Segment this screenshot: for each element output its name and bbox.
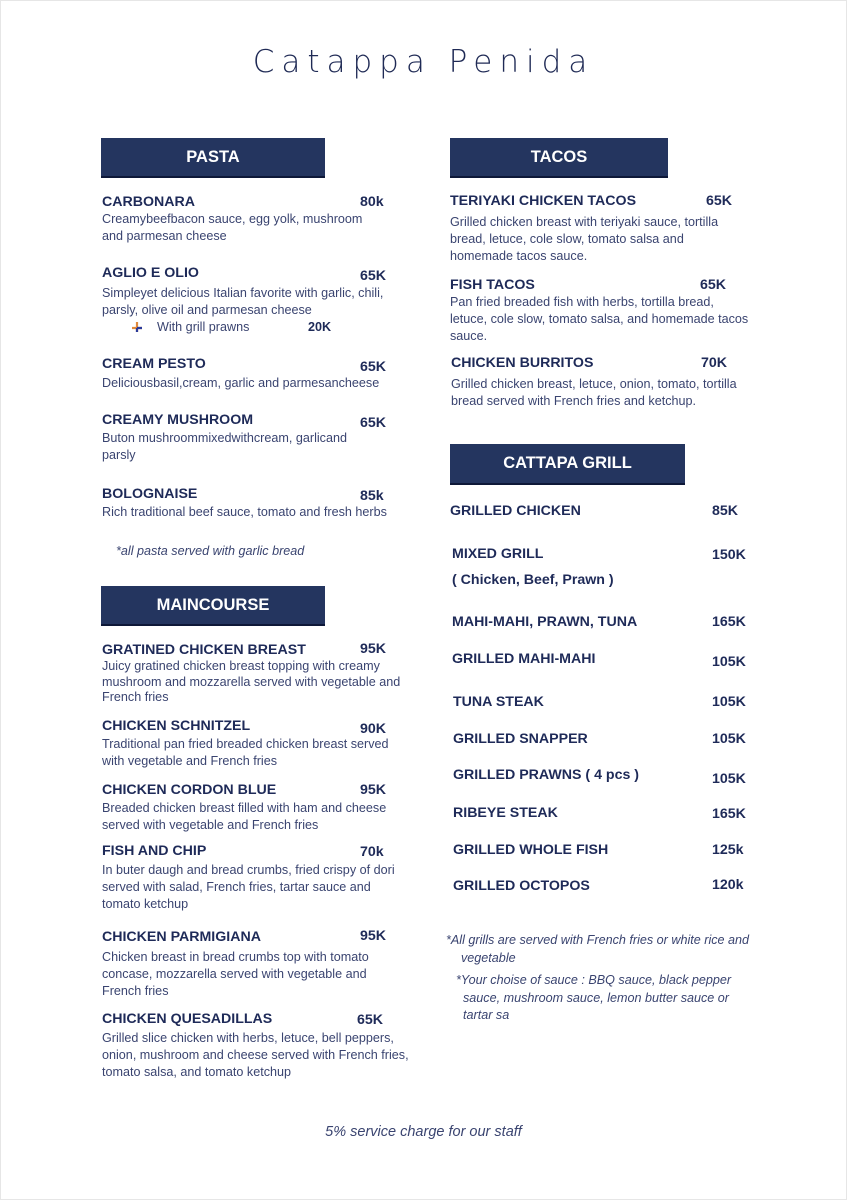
item-name: FISH TACOS [450,277,535,293]
item-price: 65K [357,1012,384,1028]
grill-item-name: GRILLED MAHI-MAHI [452,651,596,667]
item-description: Grilled chicken breast with teriyaki sauce, tortilla bread, letuce, cole slow, tomato salsa and homemade tacos sauce. [450,215,719,264]
item-name: CHICKEN CORDON BLUE [102,782,277,798]
grill-item-price: 105K [712,731,746,747]
grill-note-sauce [456,972,746,1025]
item-price: 70K [701,355,728,371]
item-name: CHICKEN SCHNITZEL [102,718,251,734]
pasta-note: *all pasta served with garlic bread [116,544,305,558]
item-description: Traditional pan fried breaded chicken breast served with vegetable and French fries [102,737,389,769]
grill-item-subtitle: ( Chicken, Beef, Prawn ) [452,572,614,588]
item-price: 85k [360,488,384,504]
item-name: FISH AND CHIP [102,843,207,859]
item-price: 65K [706,193,733,209]
item-price: 65K [360,415,387,431]
item-description: Breaded chicken breast filled with ham and cheese served with vegetable and French fries [102,801,387,833]
item-name: CHICKEN PARMIGIANA [102,929,261,945]
item-description: Rich traditional beef sauce, tomato and fresh herbs [102,505,387,519]
addon-price: 20K [308,320,332,334]
item-description: Deliciousbasil,cream, garlic and parmesancheese [102,376,380,390]
grill-item-price: 105K [712,771,746,787]
item-name: AGLIO E OLIO [102,265,199,281]
section-header-cattapa-grill: CATTAPA GRILL [450,444,685,483]
item-name: GRATINED CHICKEN BREAST [102,642,306,658]
grill-item-price: 105K [712,654,746,670]
addon-label: With grill prawns [157,320,250,334]
item-description: Buton mushroommixedwithcream, garlicand parsly [102,431,347,463]
item-description: Grilled slice chicken with herbs, letuce, bell peppers, onion, mushroom and cheese served with French fries, tomato salsa, and tomato ketchup [102,1031,409,1080]
item-name: CREAMY MUSHROOM [102,412,254,428]
section-header-pasta: PASTA [101,138,325,176]
grill-item-price: 125k [712,842,744,858]
grill-item-price: 85K [712,503,739,519]
item-description: Simpleyet delicious Italian favorite with garlic, chili, parsly, olive oil and parmesan cheese [102,286,384,318]
section-header-tacos: TACOS [450,138,668,176]
item-name: CREAM PESTO [102,356,206,372]
item-price: 65K [360,268,387,284]
item-name: BOLOGNAISE [102,486,198,502]
item-description: Chicken breast in bread crumbs top with tomato concase, mozzarella served with vegetable and French fries [102,950,369,999]
grill-item-name: MAHI-MAHI, PRAWN, TUNA [452,614,638,630]
grill-item-name: GRILLED SNAPPER [453,731,588,747]
item-name: TERIYAKI CHICKEN TACOS [450,193,637,209]
grill-item-name: GRILLED WHOLE FISH [453,842,609,858]
item-price: 95K [360,928,387,944]
item-name: CHICKEN QUESADILLAS [102,1011,273,1027]
grill-item-price: 165K [712,614,746,630]
item-price: 65K [700,277,727,293]
item-description: Grilled chicken breast, letuce, onion, tomato, tortilla bread served with French fries and ketchup. [451,377,737,409]
grill-item-name: TUNA STEAK [453,694,544,710]
restaurant-title: Catappa Penida [252,44,595,80]
item-price: 95K [360,641,387,657]
grill-item-price: 105K [712,694,746,710]
item-description: Pan fried breaded fish with herbs, tortilla bread, letuce, cole slow, tomato salsa, and homemade tacos sauce. [450,295,749,344]
grill-item-name: RIBEYE STEAK [453,805,558,821]
section-header-maincourse: MAINCOURSE [101,586,325,624]
grill-note-sides [446,932,751,967]
grill-item-name: GRILLED CHICKEN [450,503,581,519]
item-name: CARBONARA [102,194,196,210]
item-price: 90K [360,721,387,737]
item-description: Creamybeefbacon sauce, egg yolk, mushroom and parmesan cheese [102,212,363,244]
item-description: In buter daugh and bread crumbs, fried crispy of dori served with salad, French fries, tartar sauce and tomato ketchup [102,863,395,912]
grill-note-sides-text: *All grills are served with French fries or white rice and vegetable [446,933,750,965]
item-price: 80k [360,194,384,210]
grill-item-name: GRILLED PRAWNS ( 4 pcs ) [453,767,640,783]
grill-item-price: 120k [712,877,744,893]
item-price: 65K [360,359,387,375]
grill-item-name: GRILLED OCTOPOS [453,878,590,894]
grill-item-name: MIXED GRILL [452,546,544,562]
item-price: 70k [360,844,384,860]
item-price: 95K [360,782,387,798]
item-description: Juicy gratined chicken breast topping with creamy mushroom and mozzarella served with vegetable and French fries [102,659,401,704]
service-charge-footer: 5% service charge for our staff [325,1124,522,1140]
grill-note-sauce-text: *Your choise of sauce : BBQ sauce, black pepper sauce, mushroom sauce, lemon butter sauce or tartar sa [456,973,732,1022]
grill-item-price: 150K [712,547,746,563]
item-name: CHICKEN BURRITOS [451,355,594,371]
grill-item-price: 165K [712,806,746,822]
arrow-cross-icon [131,321,143,333]
